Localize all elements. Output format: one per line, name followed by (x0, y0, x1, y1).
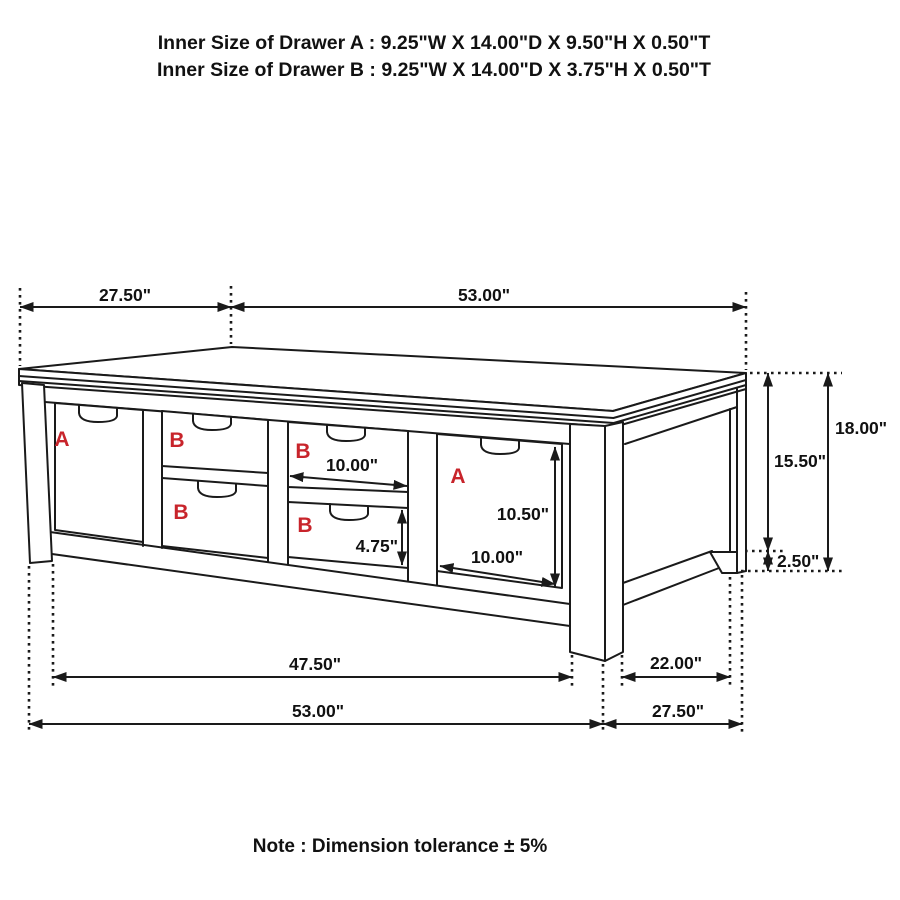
drawer-a-right-label: A (450, 465, 466, 488)
drawer-a-inner-size-text: Inner Size of Drawer A : 9.25"W X 14.00"D X 9.50"H X 0.50"T (157, 32, 711, 54)
drawer-b-bottom-left-label: B (173, 501, 189, 524)
drawer-a-left-label: A (54, 428, 70, 451)
dim-label-bottom-depth: 27.50" (651, 701, 705, 721)
right-side-panel (623, 388, 746, 605)
dim-label-apron-height: 15.50" (774, 451, 827, 471)
coffee-table-drawing (19, 347, 746, 661)
dim-label-foot-height: 2.50" (777, 551, 820, 571)
drawer-b-top-right-label: B (295, 440, 311, 463)
dim-label-drawer-a-width: 10.00" (470, 547, 524, 567)
dim-label-total-height: 18.00" (835, 418, 888, 438)
tolerance-note: Note : Dimension tolerance ± 5% (252, 836, 548, 857)
dim-label-drawer-b-width: 10.00" (325, 455, 379, 475)
dim-label-side-span: 22.00" (649, 653, 703, 673)
front-right-leg (570, 422, 623, 661)
dim-label-top-depth: 27.50" (98, 285, 152, 305)
dim-label-drawer-a-height: 10.50" (496, 504, 549, 524)
drawer-b-top-left-label: B (169, 429, 185, 452)
drawer-a-left (55, 403, 143, 542)
dim-label-bottom-width: 53.00" (291, 701, 345, 721)
dim-label-top-width: 53.00" (457, 285, 511, 305)
drawer-b-bottom-right-label: B (297, 514, 313, 537)
dim-label-drawer-b-height: 4.75" (355, 536, 398, 556)
front-left-leg (22, 383, 52, 563)
drawer-b-inner-size-text: Inner Size of Drawer B : 9.25"W X 14.00"D X 3.75"H X 0.50"T (157, 59, 711, 81)
dim-label-front-span: 47.50" (288, 654, 342, 674)
